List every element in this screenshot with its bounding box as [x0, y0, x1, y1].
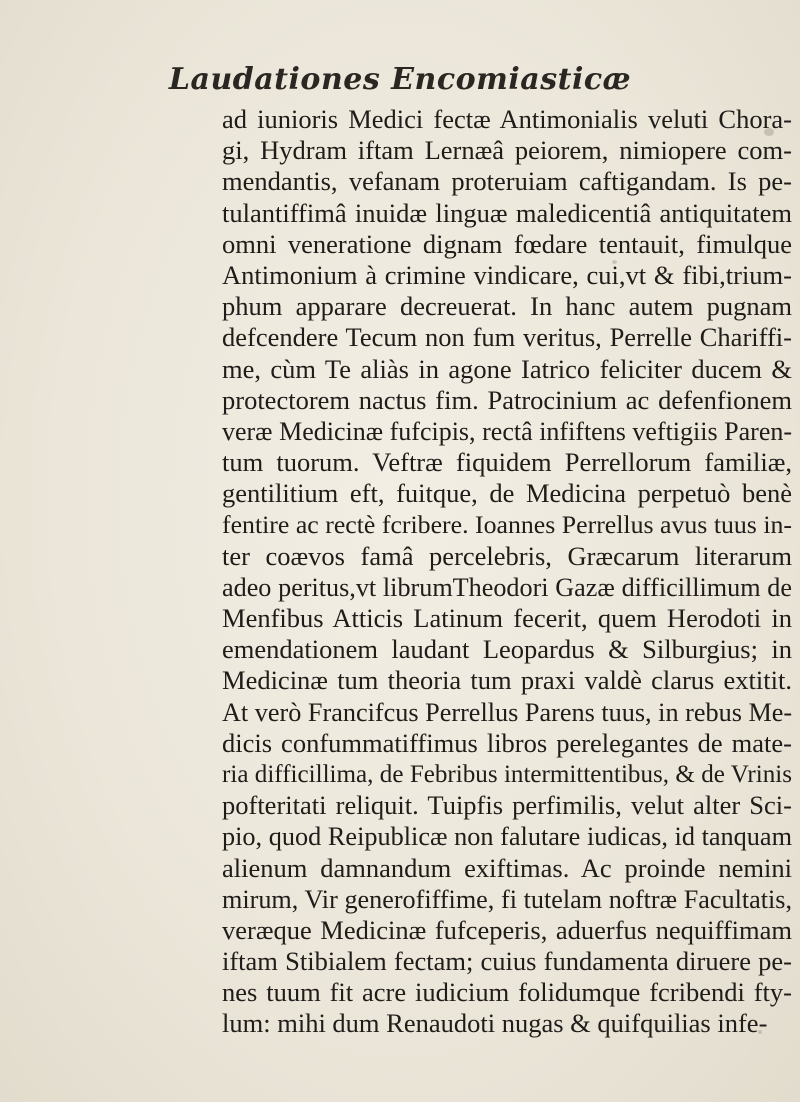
- text-line: veræ Medicinæ fufcipis, rectâ infiftens veftigiis Paren-: [222, 416, 792, 446]
- text-line: pio, quod Reipublicæ non falutare iudicas, id tanquam: [222, 822, 792, 852]
- text-line: protectorem nactus fim. Patrocinium ac defenfionem: [222, 384, 792, 415]
- text-line: emendationem laudant Leopardus & Silburgius; in: [222, 634, 792, 665]
- running-head: Laudationes Encomiasticæ: [168, 62, 632, 97]
- text-line: omni veneratione dignam fœdare tentauit, fimulque: [222, 228, 792, 259]
- text-line: nes tuum fit acre iudicium folidumque fcribendi fty-: [222, 977, 792, 1008]
- text-line: ter coævos famâ percelebris, Græcarum literarum: [222, 540, 792, 571]
- paper-speck: [612, 260, 617, 264]
- text-line: At verò Francifcus Perrellus Parens tuus, in rebus Me-: [222, 697, 793, 727]
- body-text: [222, 104, 792, 1040]
- text-line: Menfibus Atticis Latinum fecerit, quem Herodoti in: [222, 603, 792, 633]
- text-line: Antimonium à crimine vindicare, cui,vt & fibi,trium-: [222, 259, 792, 290]
- text-line: ria difficillima, de Febribus intermittentibus, & de Vrinis: [222, 760, 792, 788]
- text-line: adeo peritus,vt librumTheodori Gazæ difficillimum de: [222, 572, 792, 602]
- text-line: fentire ac rectè fcribere. Ioannes Perrellus avus tuus in-: [222, 510, 792, 540]
- paper-speck: [758, 1030, 762, 1034]
- text-line: ad iunioris Medici fectæ Antimonialis veluti Chora-: [222, 104, 792, 134]
- text-line: gi, Hydram iftam Lernæâ peiorem, nimiopere com-: [222, 135, 792, 166]
- text-line: phum apparare decreuerat. In hanc autem pugnam: [222, 291, 792, 322]
- text-line: iftam Stibialem fectam; cuius fundamenta diruere pe-: [222, 946, 792, 977]
- text-line: dicis confummatiffimus libros perelegantes de mate-: [222, 727, 792, 758]
- text-line: tum tuorum. Veftræ fiquidem Perrellorum familiæ,: [222, 447, 792, 478]
- text-line: gentilitium eft, fuitque, de Medicina perpetuò benè: [222, 478, 792, 509]
- text-line: mendantis, vefanam proteruiam caftigandam. Is pe-: [222, 166, 792, 197]
- text-line: mirum, Vir generofiffime, fi tutelam noftræ Facultatis,: [222, 884, 792, 914]
- text-line: alienum damnandum exiftimas. Ac proinde nemini: [222, 852, 792, 883]
- text-line: me, cùm Te aliàs in agone Iatrico feliciter ducem &: [222, 353, 792, 384]
- text-line: lum: mihi dum Renaudoti nugas & quifquilias infe-: [222, 1008, 768, 1039]
- text-line: defcendere Tecum non fum veritus, Perrelle Chariffi-: [222, 322, 792, 353]
- text-line: pofteritati reliquit. Tuipfis perfimilis, velut alter Sci-: [222, 790, 792, 821]
- paper-speck: [764, 128, 774, 136]
- text-line: veræque Medicinæ fufceperis, aduerfus nequiffimam: [222, 914, 792, 945]
- text-line: Medicinæ tum theoria tum praxi valdè clarus extitit.: [222, 665, 792, 696]
- text-line: tulantiffimâ inuidæ linguæ maledicentiâ antiquitatem: [222, 197, 792, 228]
